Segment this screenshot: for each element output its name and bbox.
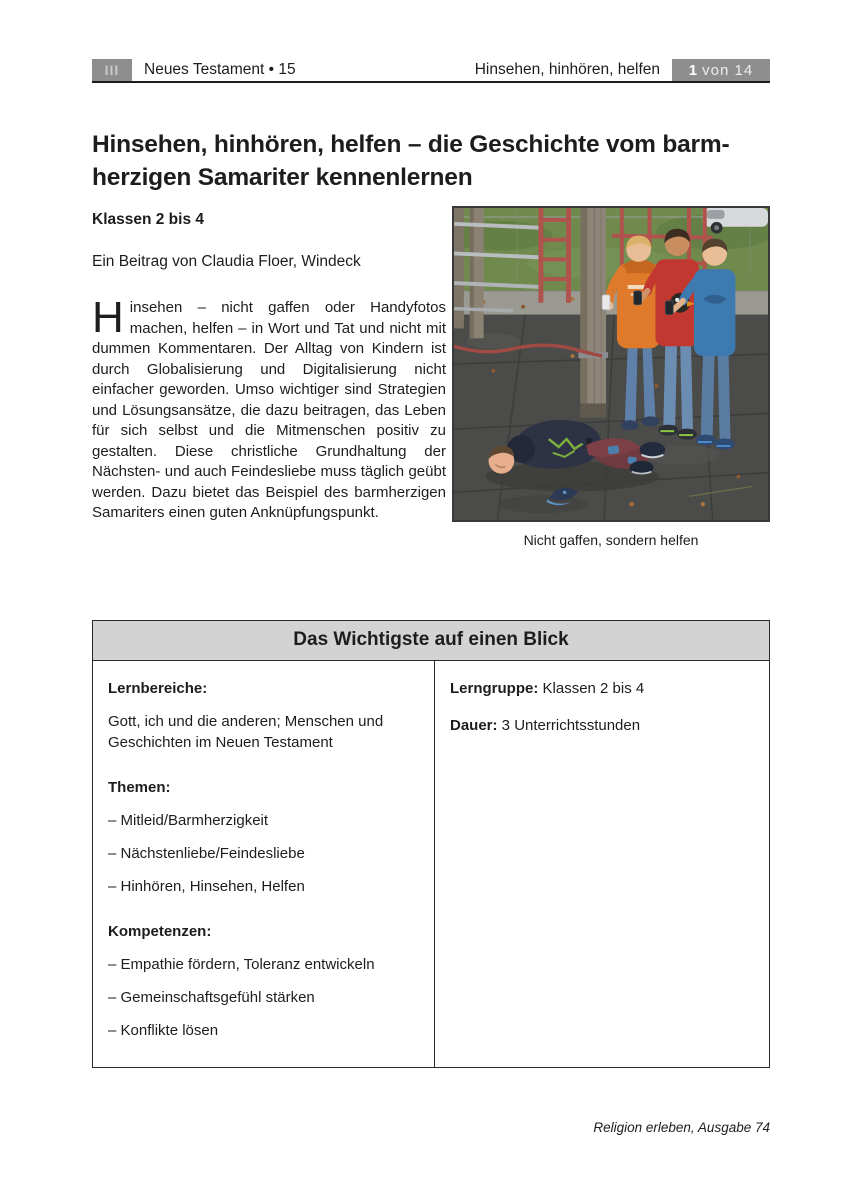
kompetenzen-heading: Kompetenzen: [108, 923, 212, 940]
lead-paragraph [92, 293, 446, 524]
dauer-value: 3 Unterrichtsstunden [497, 717, 641, 734]
author-byline: Ein Beitrag von Claudia Floer, Windeck [92, 253, 361, 270]
header-left-group [92, 59, 296, 81]
dauer-row [450, 715, 753, 736]
themen-item: – Mitleid/Barmherzigkeit [108, 812, 269, 829]
kompetenzen-item: – Empathie fördern, Toleranz entwickeln [108, 956, 375, 973]
title-line-1: Hinsehen, hinhören, helfen – die Geschichte vom barm- [92, 131, 730, 159]
kompetenzen-item: – Konflikte lösen [108, 1022, 219, 1039]
series-label: Neues Testament • 15 [144, 61, 296, 78]
photo-caption: Nicht gaffen, sondern helfen [523, 532, 699, 548]
overview-table-body [93, 661, 769, 1067]
playground-photo [452, 206, 770, 522]
overview-right-cell [435, 661, 769, 1067]
page-indicator [672, 59, 770, 81]
playground-figure [452, 206, 770, 548]
page-number: 1 [688, 61, 699, 79]
page-title [92, 128, 782, 194]
footer-imprint: Religion erleben, Ausgabe 74 [593, 1120, 770, 1135]
header-right-group [475, 59, 770, 81]
themen-item: – Hinhören, Hinsehen, Helfen [108, 878, 305, 895]
lernbereiche-text: Gott, ich und die anderen; Menschen und Geschichten im Neuen Testament [108, 713, 384, 751]
topic-label: Hinsehen, hinhören, helfen [474, 61, 660, 78]
themen-item: – Nächstenliebe/Feindesliebe [108, 845, 305, 862]
themen-heading: Themen: [108, 779, 171, 796]
lerngruppe-label: Lerngruppe: [450, 680, 539, 697]
overview-table [92, 620, 770, 1068]
dauer-label: Dauer: [450, 717, 498, 734]
wood-post-shape [578, 208, 608, 417]
intro-column [92, 206, 446, 539]
dropcap-letter: H [92, 293, 124, 342]
unit-badge: III [92, 59, 132, 81]
lerngruppe-row [450, 678, 753, 699]
grade-label: Klassen 2 bis 4 [92, 211, 205, 228]
page-of-label: von 14 [702, 61, 754, 79]
lerngruppe-value: Klassen 2 bis 4 [538, 680, 645, 697]
page-header [92, 57, 770, 83]
overview-table-title: Das Wichtigste auf einen Blick [93, 621, 769, 661]
kompetenzen-item: – Gemeinschaftsgefühl stärken [108, 989, 315, 1006]
title-line-2: herzigen Samariter kennenlernen [92, 164, 473, 192]
overview-left-cell [93, 661, 435, 1067]
lead-paragraph-text: insehen – nicht gaffen oder Handyfotos machen, helfen – in Wort und Tat und nicht mit dummen Kommentaren. Der Alltag von Kindern ist durch Globalisierung und Digitalisierung nicht einfacher geworden. Umso wichtiger sind Strategien und Lösungsansätze, die dazu beitragen, das Leben für sich selbst und die Mitmenschen positiv zu gestalten. Diese christliche Grundhaltung der Nächsten- und auch Feindesliebe muss täglich geübt werden. Dazu bietet das Beispiel des barmherzigen Samariters einen guten Anknüpfungspunkt. [92, 299, 446, 521]
lernbereiche-heading: Lernbereiche: [108, 680, 208, 697]
